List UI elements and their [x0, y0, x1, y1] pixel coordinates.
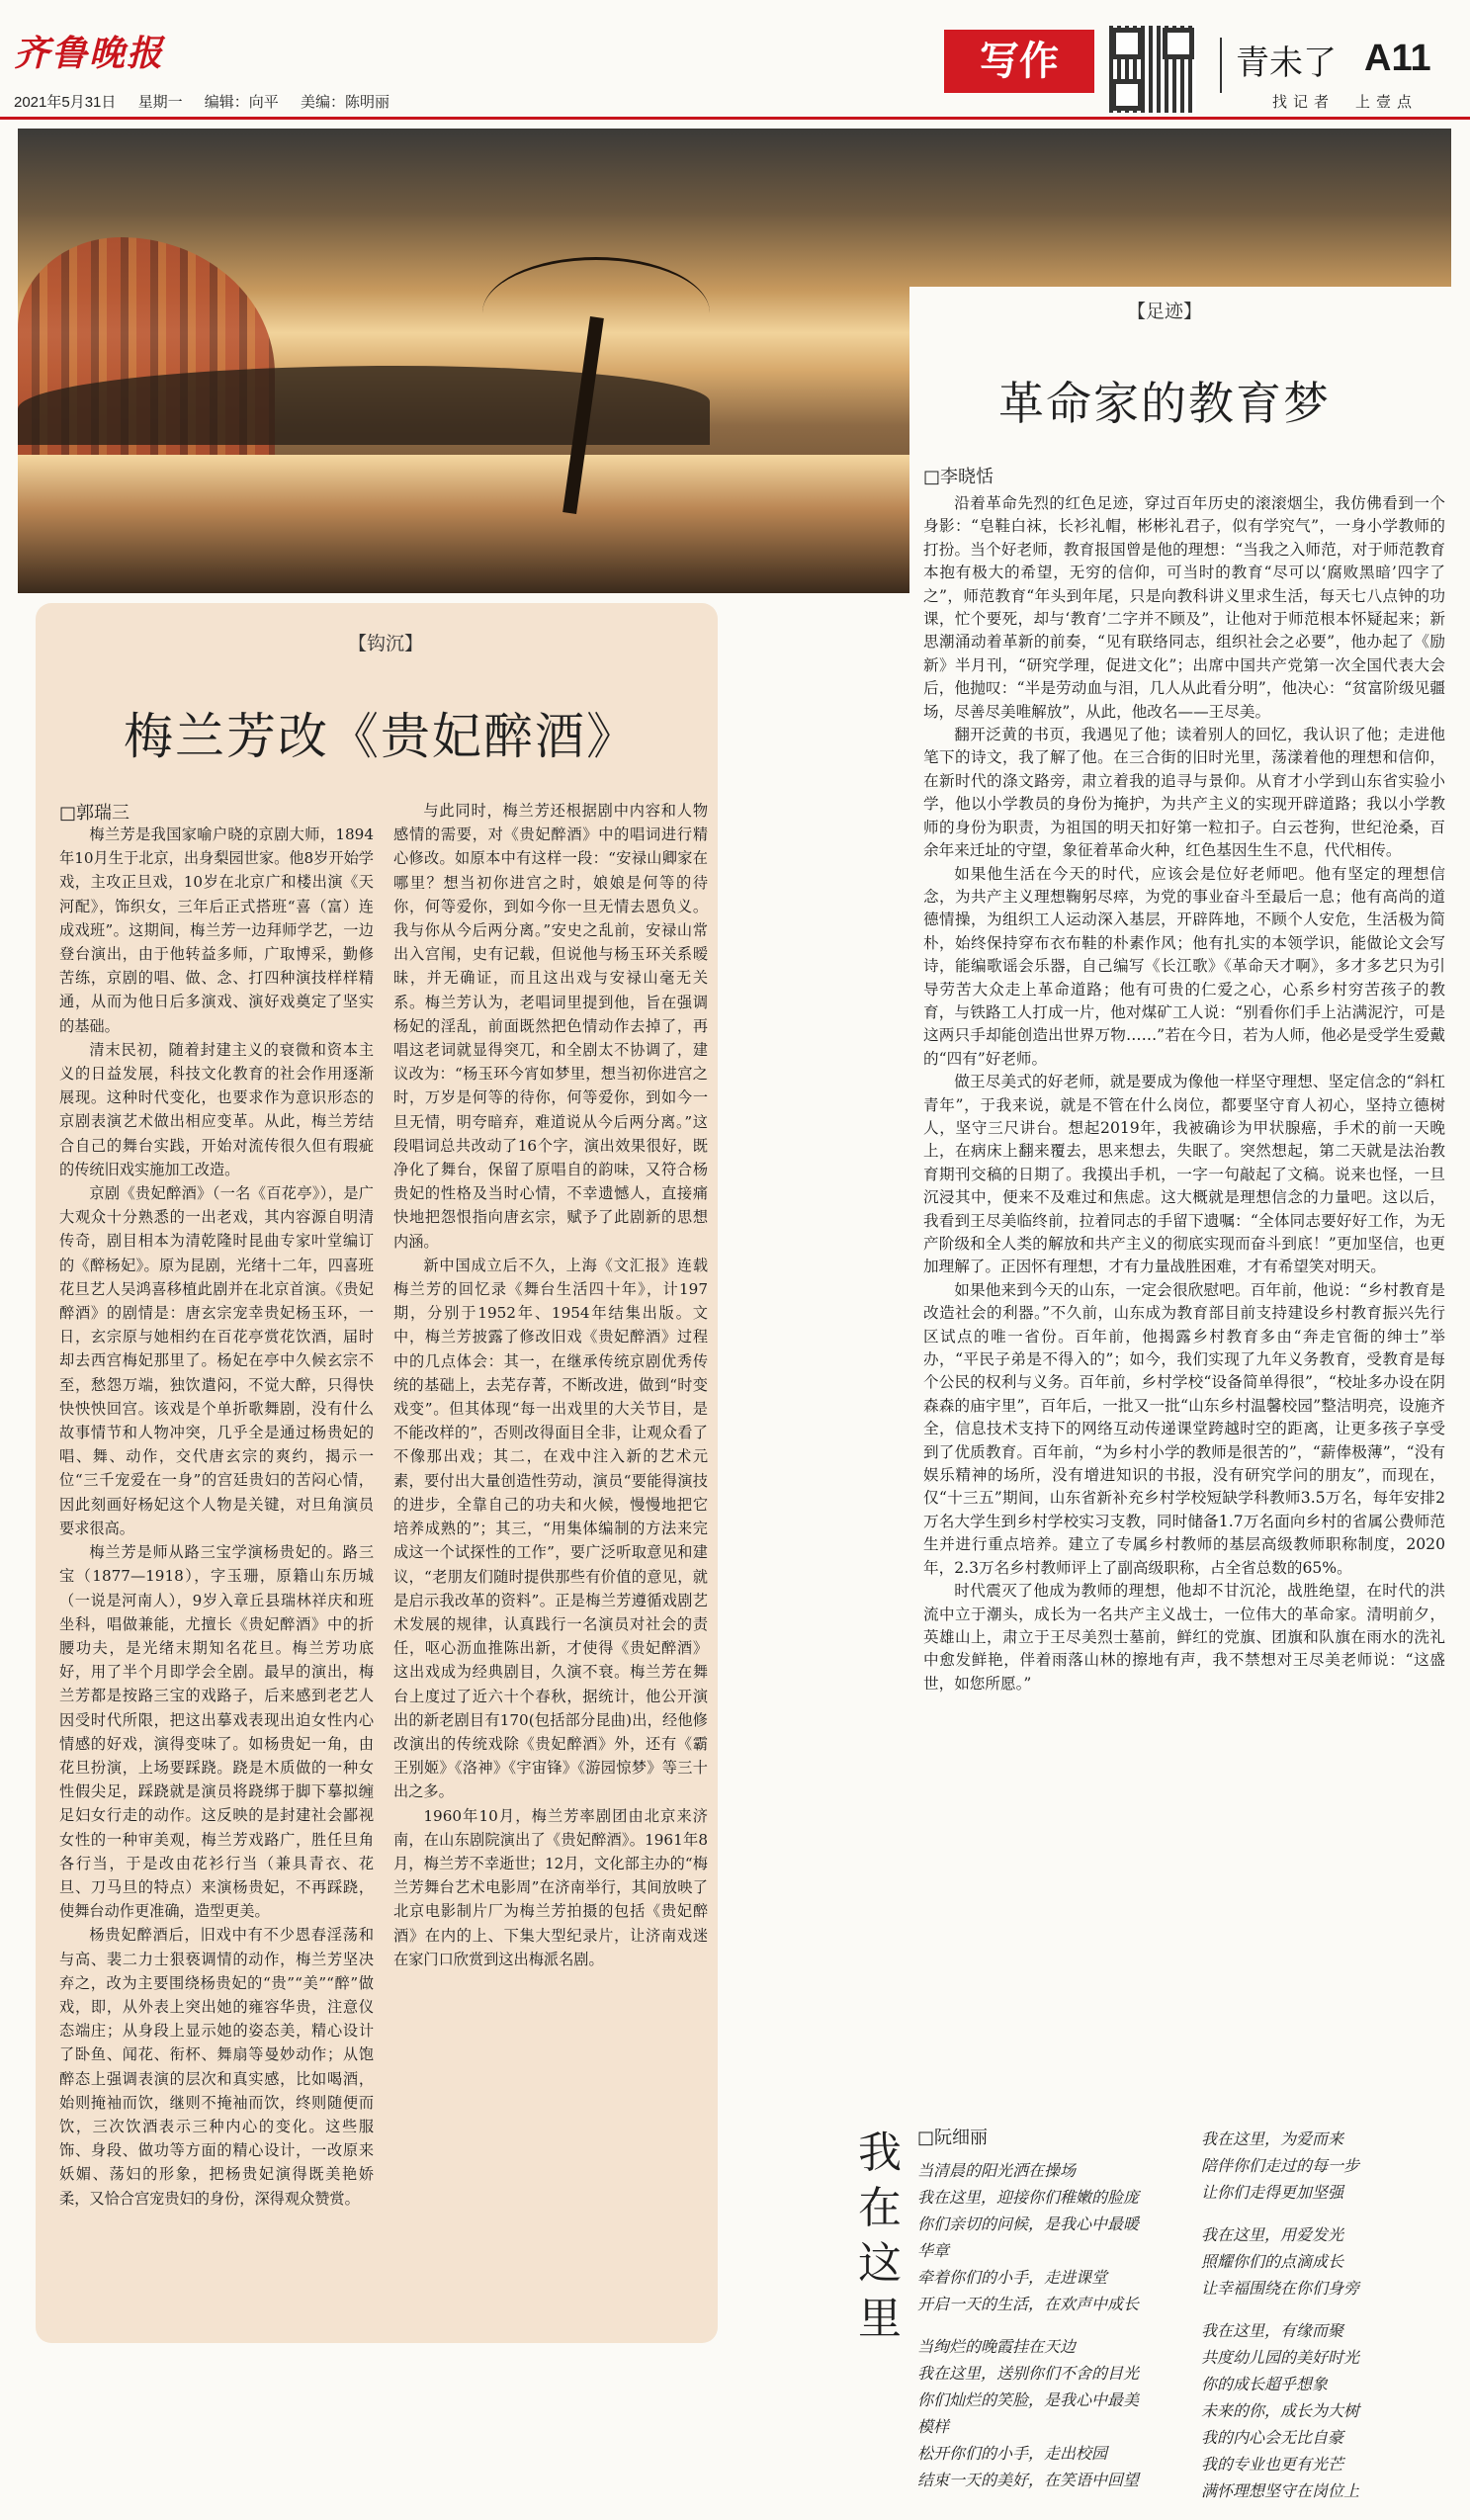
left-article-column-1: [59, 823, 374, 2211]
left-article-kicker: 【钩沉】: [348, 633, 424, 654]
poem-stanza: [917, 2157, 1165, 2317]
poem-line: 我在这里，送别你们不舍的目光: [917, 2364, 1140, 2383]
column-subtitle: 找记者 上壹点: [1272, 93, 1419, 111]
poem-line: 松开你们的小手，走出校园: [917, 2444, 1108, 2463]
poem-line: 未来的你，成长为大树: [1201, 2401, 1360, 2420]
paragraph: 杨贵妃醉酒后，旧戏中有不少恩春淫荡和与高、裴二力士狠亵调情的动作，梅兰芳坚决弃之，改为主要围绕杨贵妃的“贵”“美”“醉”做戏，即，从外表上突出她的雍容华贵，注意仪态端庄；从身段上显示她的姿态美，精心设计了卧鱼、闻花、衔杯、舞扇等曼妙动作；从饱醉态上强调表演的层次和真实感，比如喝酒，始则掩袖而饮，继则不掩袖而饮，终则随便而饮，三次饮酒表示三种内心的变化。这些服饰、身段、做功等方面的精心设计，一改原来妖媚、荡妇的形象，把杨贵妃演得既美艳娇柔，又恰合宫宠贵妇的身份，深得观众赞赏。: [59, 1926, 374, 2208]
poem-line: 共度幼儿园的美好时光: [1201, 2348, 1360, 2367]
poem-line: 华章: [917, 2241, 950, 2260]
poem-line: 照耀你们的点滴成长: [1201, 2252, 1344, 2271]
poem-line: 你们灿烂的笑脸，是我心中最美: [917, 2390, 1140, 2409]
poem-stanzas-right: [1201, 2126, 1448, 2520]
right-article-body: [923, 492, 1445, 1695]
qr-code-icon[interactable]: [1109, 26, 1196, 113]
paragraph: 做王尽美式的好老师，就是要成为像他一样坚守理想、坚定信念的“斜杠青年”，于我来说，就是不管在什么岗位，都要坚守育人初心，坚持立德树人，坚守三尺讲台。想起2019年，我被确诊为甲状腺癌，手术的前一天晚上，在病床上翻来覆去，思来想去，失眠了。突然想起，第二天就是法治教育期刊交稿的日期了。我摸出手机，一字一句敲起了文稿。说来也怪，一旦沉浸其中，便来不及难过和焦虑。这大概就是理想信念的力量吧。这以后，我看到王尽美临终前，拉着同志的手留下遗嘱：“全体同志要好好工作，为无产阶级和全人类的解放和共产主义的彻底实现而奋斗到底！”更加坚信，也更加理解了。正因怀有理想，才有力量战胜困难，才有希望笑对明天。: [923, 1073, 1445, 1276]
paragraph: 京剧《贵妃醉酒》（一名《百花亭》），是广大观众十分熟悉的一出老戏，其内容源自明清传奇，剧目相本为清乾隆时昆曲专家叶堂编订的《醉杨妃》。原为昆剧，光绪十二年，四喜班花旦艺人吴鸿喜移植此剧并在北京首演。《贵妃醉酒》的剧情是：唐玄宗宠幸贵妃杨玉环，一日，玄宗原与她相约在百花亭赏花饮酒，届时却去西宫梅妃那里了。杨妃在亭中久候玄宗不至，愁怨万端，独饮遣闷，不觉大醉，只得快快怏怏回宫。该戏是个单折歌舞剧，没有什么故事情节和人物冲突，几乎全是通过杨贵妃的唱、舞、动作，交代唐玄宗的爽约，揭示一位“三千宠爱在一身”的宫廷贵妇的苦闷心情，因此刻画好杨妃这个人物是关键，对旦角演员要求很高。: [59, 1184, 374, 1537]
poem-line: 模样: [917, 2417, 950, 2436]
column-name: 青未了: [1236, 43, 1337, 83]
poem-byline: □阮细丽: [917, 2128, 989, 2148]
poem-stanza: [1201, 2317, 1448, 2504]
section-tab: 写作: [944, 30, 1094, 93]
paragraph: 时代震灭了他成为教师的理想，他却不甘沉沦，战胜绝望，在时代的洪流中立于潮头，成长为一名共产主义战士，一位伟大的革命家。清明前夕，英雄山上，肃立于王尽美烈士墓前，鲜红的党旗、团旗和队旗在雨水的洗礼中愈发鲜艳，伴着雨落山林的擦地有声，我不禁想对王尽美老师说：“这盛世，如您所愿。”: [923, 1582, 1445, 1693]
left-article-column-2: [393, 799, 708, 1971]
right-article-title: 革命家的教育梦: [998, 377, 1331, 430]
issue-date: 2021年5月31日: [14, 94, 117, 111]
left-article-byline: □郭瑞三: [59, 803, 130, 824]
poem-line: 你们亲切的问候，是我心中最暖: [917, 2215, 1140, 2233]
poem-line: 我在这里，用爱发光: [1201, 2225, 1344, 2244]
poem-line: 让你们走得更加坚强: [1201, 2183, 1344, 2202]
poem-line: 我的内心会无比自豪: [1201, 2428, 1344, 2447]
header-divider: [1220, 38, 1222, 93]
poem-line: 牵着你们的小手，走进课堂: [917, 2268, 1108, 2287]
poem-line: 我在这里，有缘而聚: [1201, 2321, 1344, 2340]
paragraph: 如果他生活在今天的时代，应该会是位好老师吧。他有坚定的理想信念，为共产主义理想鞠躬尽瘁，为党的事业奋斗至最后一息；他有高尚的道德情操，为组织工人运动深入基层，开辟阵地，不顾个人安危，生活极为简朴，始终保持穿布衣布鞋的朴素作风；他有扎实的本领学识，能做论文会写诗，能编歌谣会乐器，自己编写《长江歌》《革命天才啊》，多才多艺只为引导劳苦大众走上革命道路；他有可贵的仁爱之心，心系乡村穷苦孩子的教育，与铁路工人打成一片，他对煤矿工人说：“别看你们手上沾满泥泞，可是这两只手却能创造出世界万物……”若在今日，若为人师，他必是受学生爱戴的“四有”好老师。: [923, 864, 1445, 1068]
poem-line: 陪伴你们走过的每一步: [1201, 2156, 1360, 2175]
editor-credit: 编辑：向平: [204, 94, 279, 111]
paragraph: 翻开泛黄的书页，我遇见了他；读着别人的回忆，我认识了他；走进他笔下的诗文，我了解了他。在三合街的旧时光里，荡漾着他的理想和信仰，在新时代的涤文路旁，肃立着我的追寻与景仰。从育才小学到山东省实验小学，他以小学教员的身份为掩护，为共产主义的实现开辟道路；我以小学教师的身份为职责，为祖国的明天扣好第一粒扣子。白云苍狗，世纪沧桑，百余年来迁址的守望，象征着革命火种，红色基因生生不息，代代相传。: [923, 726, 1445, 860]
paragraph: 清末民初，随着封建主义的衰微和资本主义的日益发展，科技文化教育的社会作用逐渐展现。这种时代变化，也要求作为意识形态的京剧表演艺术做出相应变革。从此，梅兰芳结合自己的舞台实践，开始对流传很久但有瑕疵的传统旧戏实施加工改造。: [59, 1040, 374, 1178]
right-article-kicker: 【足迹】: [1127, 301, 1203, 322]
paragraph: 新中国成立后不久，上海《文汇报》连载梅兰芳的回忆录《舞台生活四十年》，计197期，分别于1952年、1954年结集出版。文中，梅兰芳披露了修改旧戏《贵妃醉酒》过程中的几点体会：其一，在继承传统京剧优秀传统的基础上，去芜存菁，不断改进，做到“时变戏变”。但其体现“每一出戏里的大关节目，是不能改样的”，否则改得面目全非，让观众看了不像那出戏；其二，在戏中注入新的艺术元素，要付出大量创造性劳动，演员“要能得演技的进步，全靠自己的功夫和火候，慢慢地把它培养成熟的”；其三，“用集体编制的方法来完成这一个试探性的工作”，要广泛听取意见和建议，“老朋友们随时提供那些有价值的意见，就是启示我改革的资料”。正是梅兰芳遵循戏剧艺术发展的规律，认真践行一名演员对社会的责任，呕心沥血推陈出新，才使得《贵妃醉酒》这出戏成为经典剧目，久演不衰。梅兰芳在舞台上度过了近六十个春秋，据统计，他公开演出的新老剧目有170(包括部分昆曲)出，经他修改演出的传统戏除《贵妃醉酒》外，还有《霸王别姬》《洛神》《宇宙锋》《游园惊梦》等三十出之多。: [393, 1256, 708, 1801]
designer-credit: 美编：陈明丽: [300, 94, 389, 111]
paragraph: 1960年10月，梅兰芳率剧团由北京来济南，在山东剧院演出了《贵妃醉酒》。1961年8月，梅兰芳不幸逝世；12月，文化部主办的“梅兰芳舞台艺术电影周”在济南举行，其间放映了北京电影制片厂为梅兰芳拍摄的包括《贵妃醉酒》在内的上、下集大型纪录片，让济南戏迷在家门口欣赏到这出梅派名剧。: [393, 1806, 708, 1968]
poem-line: 当绚烂的晚霞挂在天边: [917, 2337, 1077, 2356]
poem-stanzas-left: [917, 2157, 1165, 2509]
paragraph: 梅兰芳是我国家喻户晓的京剧大师，1894年10月生于北京，出身梨园世家。他8岁开始学戏，主攻正旦戏，10岁在北京广和楼出演《天河配》，饰织女，三年后正式搭班“喜（富）连成戏班”。这期间，梅兰芳一边拜师学艺，一边登台演出，由于他转益多师，广取博采，勤修苦练，京剧的唱、做、念、打四种演技样样精通，从而为他日后多演戏、演好戏奠定了坚实的基础。: [59, 826, 374, 1035]
page-number: A11: [1364, 38, 1431, 79]
poem-line: 你的成长超乎想象: [1201, 2375, 1329, 2393]
header-rule: [0, 117, 1470, 120]
paragraph: 如果他来到今天的山东，一定会很欣慰吧。百年前，他说：“乡村教育是改造社会的利器。”不久前，山东成为教育部目前支持建设乡村教育振兴先行区试点的唯一省份。百年前，他揭露乡村教育多由“奔走官衙的绅士”举办，“平民子弟是不得入的”；如今，我们实现了九年义务教育，受教育是每个公民的权利与义务。百年前，乡村学校“设备简单得很”，“校址多办设在阴森森的庙宇里”，百年后，一批又一批“山东乡村温馨校园”整洁明亮，设施齐全，信息技术支持下的网络互动传递课堂跨越时空的距离，让更多孩子享受到了优质教育。百年前，“为乡村小学的教师是很苦的”，“薪俸极薄”，“没有娱乐精神的场所，没有增进知识的书报，没有研究学问的朋友”，而现在，仅“十三五”期间，山东省新补充乡村学校短缺学科教师3.5万名，每年安排2万名大学生到乡村学校实习支教，同时储备1.7万名面向乡村的省属公费师范生并进行重点培养。建立了专属乡村教师的基层高级教师职称制度，2020年，2.3万名乡村教师评上了副高级职称，占全省总数的65%。: [923, 1280, 1445, 1577]
issue-weekday: 星期一: [137, 94, 183, 111]
right-article-byline: □李晓恬: [923, 467, 994, 487]
poem-line: 结束一天的美好，在笑语中回望: [917, 2471, 1140, 2489]
poem-title: 我在这里: [858, 2128, 902, 2344]
poem-line: 我在这里，为爱而来: [1201, 2129, 1344, 2148]
poem-line: 我在这里，迎接你们稚嫩的脸庞: [917, 2188, 1140, 2207]
poem-stanza: [1201, 2221, 1448, 2302]
paragraph: 与此同时，梅兰芳还根据剧中内容和人物感情的需要，对《贵妃醉酒》中的唱词进行精心修改。如原本中有这样一段：“安禄山卿家在哪里？想当初你进宫之时，娘娘是何等的待你，何等爱你，到如今你一旦无情去恩负义。我与你从今后两分离。”安史之乱前，安禄山常出入宫闱，史有记载，但说他与杨玉环关系暧昧，并无确证，而且这出戏与安禄山毫无关系。梅兰芳认为，老唱词里提到他，旨在强调杨妃的淫乱，前面既然把色情动作去掉了，再唱这老词就显得突兀，和全剧太不协调了，建议改为：“杨玉环今宵如梦里，想当初你进宫之时，万岁是何等的待你，何等爱你，到如今一旦无情，明夸暗弃，难道说从今后两分离。”这段唱词总共改动了16个字，演出效果很好，既净化了舞台，保留了原唱自的韵味，又符合杨贵妃的性格及当时心情，不幸遗憾人，直接痛快地把怨恨指向唐玄宗，赋予了此剧新的思想内涵。: [393, 802, 708, 1251]
poem-line: 让幸福围绕在你们身旁: [1201, 2279, 1360, 2298]
left-article-title: 梅兰芳改《贵妃醉酒》: [124, 708, 638, 765]
paragraph: 沿着革命先烈的红色足迹，穿过百年历史的滚滚烟尘，我仿佛看到一个身影：“皂鞋白袜，长衫礼帽，彬彬礼君子，似有学究气”，一身小学教师的打扮。当个好老师，教育报国曾是他的理想：“当我之入师范，对于师范教育本抱有极大的希望，无穷的信仰，可当时的教育“尽可以‘腐败黑暗’四字了之”，师范教育“年头到年尾，只是向教科讲义里求生活，每天七八点钟的功课，忙个要死，却与‘教育’二字并不顾及”，让他对于师范根本怀疑起来；新思潮涌动着革新的前奏，“见有联络同志，组织社会之必要”，他办起了《励新》半月刊，“研究学理，促进文化”；出席中国共产党第一次全国代表大会后，他抛叹：“半是劳动血与泪，几人从此看分明”，他决心：“贫富阶级见疆场，尽善尽美唯解放”，从此，他改名——王尽美。: [923, 494, 1445, 721]
poem-stanza: [917, 2333, 1165, 2493]
poem-line: 当清晨的阳光洒在操场: [917, 2161, 1077, 2180]
masthead-logo: 齐鲁晚报: [14, 33, 165, 74]
poem-line: 我的专业也更有光芒: [1201, 2455, 1344, 2474]
poem-line: 满怀理想坚守在岗位上: [1201, 2481, 1360, 2500]
paragraph: 梅兰芳是师从路三宝学演杨贵妃的。路三宝（1877—1918），字玉珊，原籍山东历城（一说是河南人），9岁入章丘县瑞林祥庆和班坐科，唱做兼能，尤擅长《贵妃醉酒》中的折腰功夫，是光绪末期知名花旦。梅兰芳功底好，用了半个月即学会全剧。最早的演出，梅兰芳都是按路三宝的戏路子，后来感到老艺人因受时代所限，把这出摹戏表现出迫女性内心情感的好戏，演得变味了。如杨贵妃一角，由花旦扮演，上场要踩跷。跷是木质做的一种女性假尖足，踩跷就是演员将跷绑于脚下摹拟缠足妇女行走的动作。这反映的是封建社会鄙视女性的一种审美观，梅兰芳戏路广，胜任旦角各行当，于是改由花衫行当（兼具青衣、花旦、刀马旦的特点）来演杨贵妃，不再踩跷，使舞台动作更准确，造型更美。: [59, 1543, 374, 1921]
poem-stanza: [1201, 2126, 1448, 2206]
poem-line: 开启一天的生活，在欢声中成长: [917, 2295, 1140, 2313]
dateline: [14, 91, 407, 112]
